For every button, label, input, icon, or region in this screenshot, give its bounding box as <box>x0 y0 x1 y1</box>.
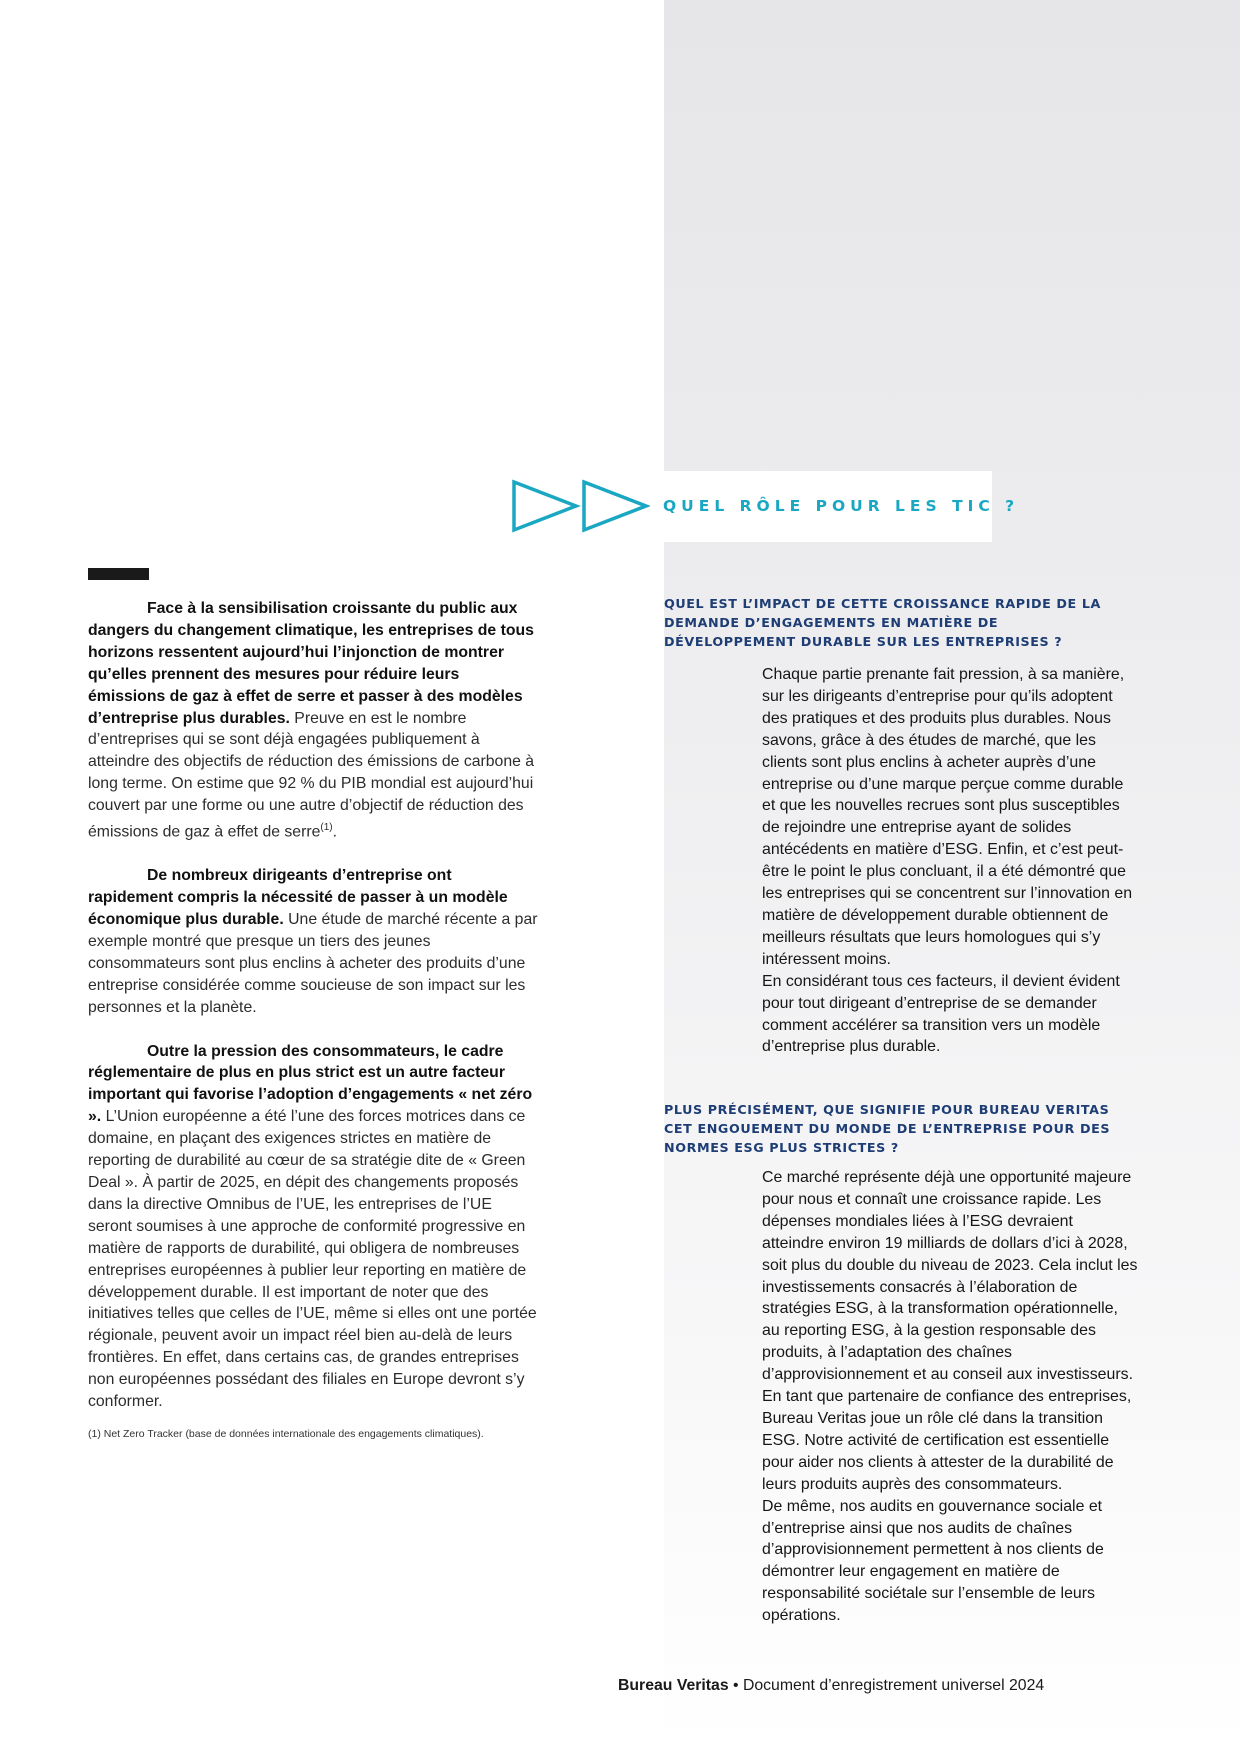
paragraph-1-text: Preuve en est le nombre d’entreprises qui se sont déjà engagées publiquement à atteindre des objectifs de réduction des émissions de carbone à long terme. On estime que 92 % du PIB mondial est aujourd’hui couvert par une forme ou une autre d’objectif de réduction des émissions de gaz à effet de serre <box>88 709 535 841</box>
footnote-ref: (1) <box>320 822 333 834</box>
answer-2 <box>762 1167 1138 1627</box>
double-arrow-icon <box>510 476 650 536</box>
answer-2-paragraph-3: De même, nos audits en gouvernance sociale et d’entreprise ainsi que nos audits de chaînes d’approvisionnement permettent à nos clients de démontrer leur engagement en matière de responsabilité sociétale sur l’ensemble de leurs opérations. <box>762 1497 1104 1625</box>
question-2: PLUS PRÉCISÉMENT, QUE SIGNIFIE POUR BUREAU VERITAS CET ENGOUEMENT DU MONDE DE L’ENTREPRISE POUR DES NORMES ESG PLUS STRICTES ? <box>664 1102 1111 1155</box>
footer-separator: • <box>728 1677 743 1694</box>
footer-document-title: Document d’enregistrement universel 2024 <box>742 1677 1045 1694</box>
paragraph-2-lead: De nombreux dirigeants d’entreprise ont rapidement compris la nécessité de passer à un modèle économique plus durable. <box>88 867 508 929</box>
answer-1 <box>762 664 1138 1058</box>
paragraph-3 <box>88 1041 540 1413</box>
paragraph-1-lead: Face à la sensibilisation croissante du public aux dangers du changement climatique, les entreprises de tous horizons ressentent aujourd’hui l’injonction de montrer qu’elles prennent des mesures pour réduire leurs émissions de gaz à effet de serre et passer à des modèles d’entreprise plus durables. <box>88 600 534 727</box>
paragraph-3-lead: Outre la pression des consommateurs, le cadre réglementaire de plus en plus strict est un autre facteur important qui favorise l’adoption d’engagements « net zéro ». <box>88 1042 533 1126</box>
paragraph-1 <box>88 598 540 843</box>
section-title: QUEL RÔLE POUR LES TIC ? <box>663 497 1020 515</box>
left-column <box>88 598 540 1463</box>
answer-1-paragraph-2: En considérant tous ces facteurs, il devient évident pour tout dirigeant d’entreprise de se demander comment accélérer sa transition vers un modèle d’entreprise plus durable. <box>762 972 1120 1056</box>
answer-2-paragraph-2: En tant que partenaire de confiance des entreprises, Bureau Veritas joue un rôle clé dans la transition ESG. Notre activité de certification est essentielle pour aider nos clients à attester de la durabilité de leurs produits auprès des consommateurs. <box>762 1388 1132 1493</box>
page-footer <box>618 1677 1188 1695</box>
answer-1-paragraph-1: Chaque partie prenante fait pression, à sa manière, sur les dirigeants d’entreprise pour qu’ils adoptent des pratiques et des produits plus durables. Nous savons, grâce à des études de marché, que les clients sont plus enclins à acheter auprès d’une entreprise ou d’une marque perçue comme durable et que les nouvelles recrues sont plus susceptibles de rejoindre une entreprise ayant de solides antécédents en matière d’ESG. Enfin, et c’est peut-être le point le plus concluant, il a été démontré que les entreprises qui se concentrent sur l’innovation en matière de développement durable obtiennent de meilleurs résultats que leurs homologues qui s’y intéressent moins. <box>762 666 1133 968</box>
answer-2-paragraph-1: Ce marché représente déjà une opportunité majeure pour nous et connaît une croissance rapide. Les dépenses mondiales liées à l’ESG devraient atteindre environ 19 milliards de dollars d’ici à 2028, soit plus du double du niveau de 2023. Cela inclut les investissements consacrés à l’élaboration de stratégies ESG, à la transformation opérationnelle, au reporting ESG, à la gestion responsable des produits, à l’adaptation des chaînes d’approvisionnement et au conseil aux investisseurs. <box>762 1169 1138 1384</box>
section-marker-bar <box>88 568 149 580</box>
question-1: QUEL EST L’IMPACT DE CETTE CROISSANCE RAPIDE DE LA DEMANDE D’ENGAGEMENTS EN MATIÈRE DE DÉVELOPPEMENT DURABLE SUR LES ENTREPRISES ? <box>664 596 1101 649</box>
footer-company: Bureau Veritas <box>618 1677 729 1694</box>
paragraph-2-text: Une étude de marché récente a par exemple montré que presque un tiers des jeunes consommateurs sont plus enclins à acheter des produits d’une entreprise considérée comme soucieuse de son impact sur les personnes et la planète. <box>88 911 538 1016</box>
paragraph-2 <box>88 865 540 1018</box>
paragraph-3-text: L’Union européenne a été l’une des forces motrices dans ce domaine, en plaçant des exigences strictes en matière de reporting de durabilité au cœur de sa stratégie dite de « Green Deal ». À partir de 2025, en dépit des changements proposés dans la directive Omnibus de l’UE, les entreprises de l’UE seront soumises à une approche de conformité progressive en matière de rapports de durabilité, qui obligera de nombreuses entreprises européennes à publier leur reporting en matière de développement durable. Il est important de noter que des initiatives telles que celles de l’UE, même si elles ont une portée régionale, peuvent avoir un impact réel bien au-delà de leurs frontières. En effet, dans certains cas, de grandes entreprises non européennes possédant des filiales en Europe devront s’y conformer. <box>88 1108 537 1411</box>
paragraph-1-end: . <box>332 823 338 841</box>
footnote: (1) Net Zero Tracker (base de données internationale des engagements climatiques). <box>88 1427 484 1440</box>
